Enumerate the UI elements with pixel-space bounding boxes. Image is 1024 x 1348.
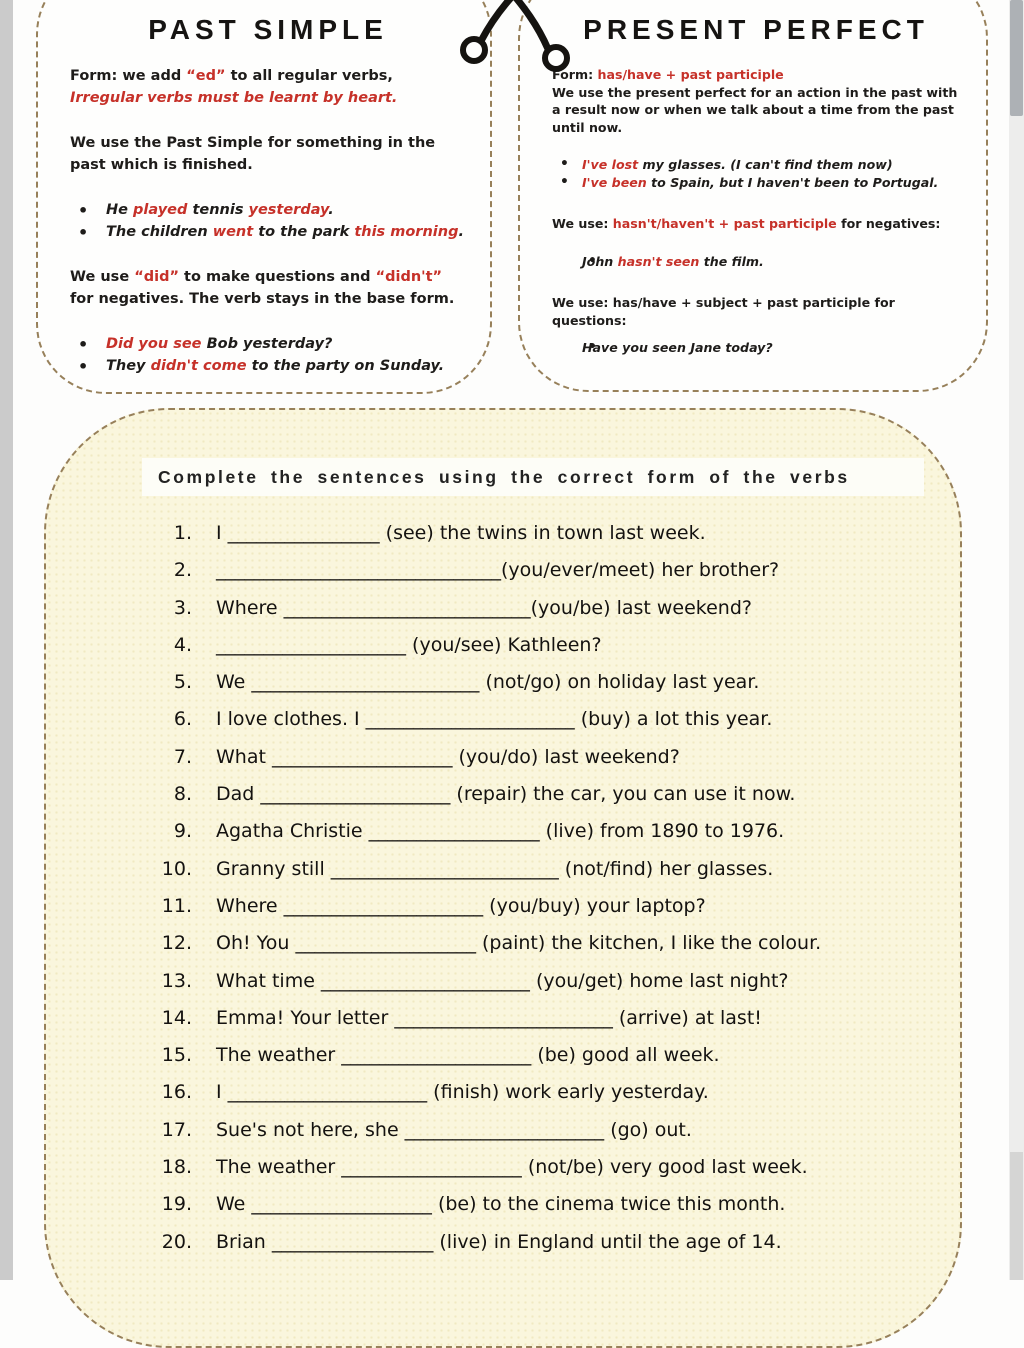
example-item: • John hasn't seen the film. bbox=[552, 253, 960, 271]
exercise-item bbox=[106, 522, 934, 559]
scrollbar-lower-segment bbox=[1010, 1152, 1023, 1280]
item-number: 15. bbox=[161, 1044, 192, 1067]
item-number: 20. bbox=[161, 1230, 192, 1253]
worksheet-panel bbox=[44, 408, 962, 1348]
item-number: 10. bbox=[161, 857, 192, 880]
item-number: 18. bbox=[161, 1156, 192, 1179]
exercise-item bbox=[106, 708, 934, 745]
exercise-item bbox=[106, 597, 934, 634]
example-item: • I've been to Spain, but I haven't been to Portugal. bbox=[552, 174, 960, 192]
exercise-item bbox=[106, 1007, 934, 1044]
item-text: ______________________________(you/ever/meet) her brother? bbox=[216, 559, 780, 582]
form-line: Form: has/have + past participle bbox=[552, 67, 784, 82]
exercise-item bbox=[106, 1231, 934, 1268]
item-number: 5. bbox=[173, 671, 192, 694]
item-text: The weather ____________________ (be) good all week. bbox=[216, 1044, 720, 1067]
worksheet-title: Complete the sentences using the correct form of the verbs bbox=[142, 458, 924, 496]
item-text: Emma! Your letter _______________________ (arrive) at last! bbox=[216, 1006, 762, 1029]
item-text: What ___________________ (you/do) last weekend? bbox=[216, 745, 680, 768]
past-simple-question-examples bbox=[70, 334, 466, 377]
exercise-item bbox=[106, 820, 934, 857]
present-perfect-title: PRESENT PERFECT bbox=[583, 14, 929, 45]
item-text: What time ______________________ (you/get) home last night? bbox=[216, 969, 789, 992]
item-text: I ________________ (see) the twins in town last week. bbox=[216, 522, 706, 544]
scissors-icon bbox=[444, 0, 576, 78]
example-item: • Have you seen Jane today? bbox=[552, 339, 960, 357]
grammar-panel-past-simple bbox=[36, 0, 492, 394]
item-text: Where __________________________(you/be) last weekend? bbox=[216, 596, 752, 619]
item-text: ____________________ (you/see) Kathleen? bbox=[216, 633, 602, 656]
present-perfect-examples bbox=[552, 156, 960, 191]
item-number: 13. bbox=[161, 969, 192, 992]
item-text: I love clothes. I ______________________ (buy) a lot this year. bbox=[216, 708, 773, 731]
exercise-item bbox=[106, 895, 934, 932]
item-text: We ________________________ (not/go) on holiday last year. bbox=[216, 671, 760, 694]
item-number: 12. bbox=[161, 932, 192, 955]
exercise-item bbox=[106, 932, 934, 969]
scrollbar-thumb[interactable] bbox=[1010, 0, 1023, 116]
exercise-item bbox=[106, 1193, 934, 1230]
item-text: The weather ___________________ (not/be) very good last week. bbox=[216, 1156, 808, 1179]
example-item: • The children went to the park this morning. bbox=[70, 222, 466, 244]
item-text: Agatha Christie __________________ (live) from 1890 to 1976. bbox=[216, 820, 785, 843]
exercise-list bbox=[106, 522, 934, 1268]
item-number: 19. bbox=[161, 1193, 192, 1216]
item-number: 16. bbox=[161, 1081, 192, 1104]
item-number: 8. bbox=[173, 783, 192, 806]
past-simple-title: PAST SIMPLE bbox=[148, 14, 388, 45]
item-text: Sue's not here, she _____________________ (go) out. bbox=[216, 1118, 692, 1141]
item-number: 9. bbox=[173, 820, 192, 843]
item-number: 3. bbox=[173, 596, 192, 619]
exercise-item bbox=[106, 1044, 934, 1081]
example-item: • He played tennis yesterday. bbox=[70, 200, 466, 222]
present-perfect-negative-example bbox=[552, 253, 960, 271]
item-text: We ___________________ (be) to the cinema twice this month. bbox=[216, 1193, 786, 1216]
exercise-item bbox=[106, 634, 934, 671]
past-simple-did-paragraph: We use “did” to make questions and “didn't” for negatives. The verb stays in the base form. bbox=[70, 269, 455, 307]
item-text: Granny still ________________________ (not/find) her glasses. bbox=[216, 857, 774, 880]
exercise-item bbox=[106, 1119, 934, 1156]
item-text: Where _____________________ (you/buy) your laptop? bbox=[216, 894, 706, 917]
item-number: 4. bbox=[173, 633, 192, 656]
exercise-item bbox=[106, 671, 934, 708]
item-number: 11. bbox=[161, 894, 192, 917]
form-line: Form: we add “ed” to all regular verbs, bbox=[70, 68, 393, 84]
item-number: 17. bbox=[161, 1118, 192, 1141]
item-number: 2. bbox=[173, 559, 192, 582]
past-simple-form-block bbox=[70, 66, 466, 109]
item-text: Brian _________________ (live) in England until the age of 14. bbox=[216, 1230, 782, 1253]
example-item: • I've lost my glasses. (I can't find them now) bbox=[552, 156, 960, 174]
exercise-item bbox=[106, 1156, 934, 1193]
item-number: 6. bbox=[173, 708, 192, 731]
past-simple-examples bbox=[70, 200, 466, 243]
item-number: 1. bbox=[173, 522, 192, 544]
page-left-edge bbox=[0, 0, 13, 1280]
grammar-panel-present-perfect bbox=[518, 0, 988, 392]
exercise-item bbox=[106, 970, 934, 1007]
present-perfect-form-block bbox=[552, 66, 960, 136]
exercise-item bbox=[106, 559, 934, 596]
item-number: 7. bbox=[173, 745, 192, 768]
exercise-item bbox=[106, 746, 934, 783]
scrollbar-track[interactable] bbox=[1009, 0, 1024, 1280]
item-text: I _____________________ (finish) work early yesterday. bbox=[216, 1081, 709, 1104]
example-item: • Did you see Bob yesterday? bbox=[70, 334, 466, 356]
use-paragraph: We use the present perfect for an action in the past with a result now or when we talk about a time from the past until now. bbox=[552, 84, 958, 135]
present-perfect-question-example bbox=[552, 339, 960, 357]
item-text: Oh! You ___________________ (paint) the kitchen, I like the colour. bbox=[216, 932, 822, 955]
exercise-item bbox=[106, 1081, 934, 1118]
item-text: Dad ____________________ (repair) the car, you can use it now. bbox=[216, 783, 796, 806]
present-perfect-negatives-paragraph: We use: hasn't/haven't + past participle for negatives: bbox=[552, 216, 941, 231]
example-item: • They didn't come to the party on Sunday. bbox=[70, 356, 466, 378]
item-number: 14. bbox=[161, 1006, 192, 1029]
exercise-item bbox=[106, 783, 934, 820]
present-perfect-questions-paragraph: We use: has/have + subject + past participle for questions: bbox=[552, 295, 895, 328]
form-line: Irregular verbs must be learnt by heart. bbox=[70, 89, 398, 106]
exercise-item bbox=[106, 858, 934, 895]
past-simple-use-paragraph: We use the Past Simple for something in the past which is finished. bbox=[70, 135, 436, 173]
